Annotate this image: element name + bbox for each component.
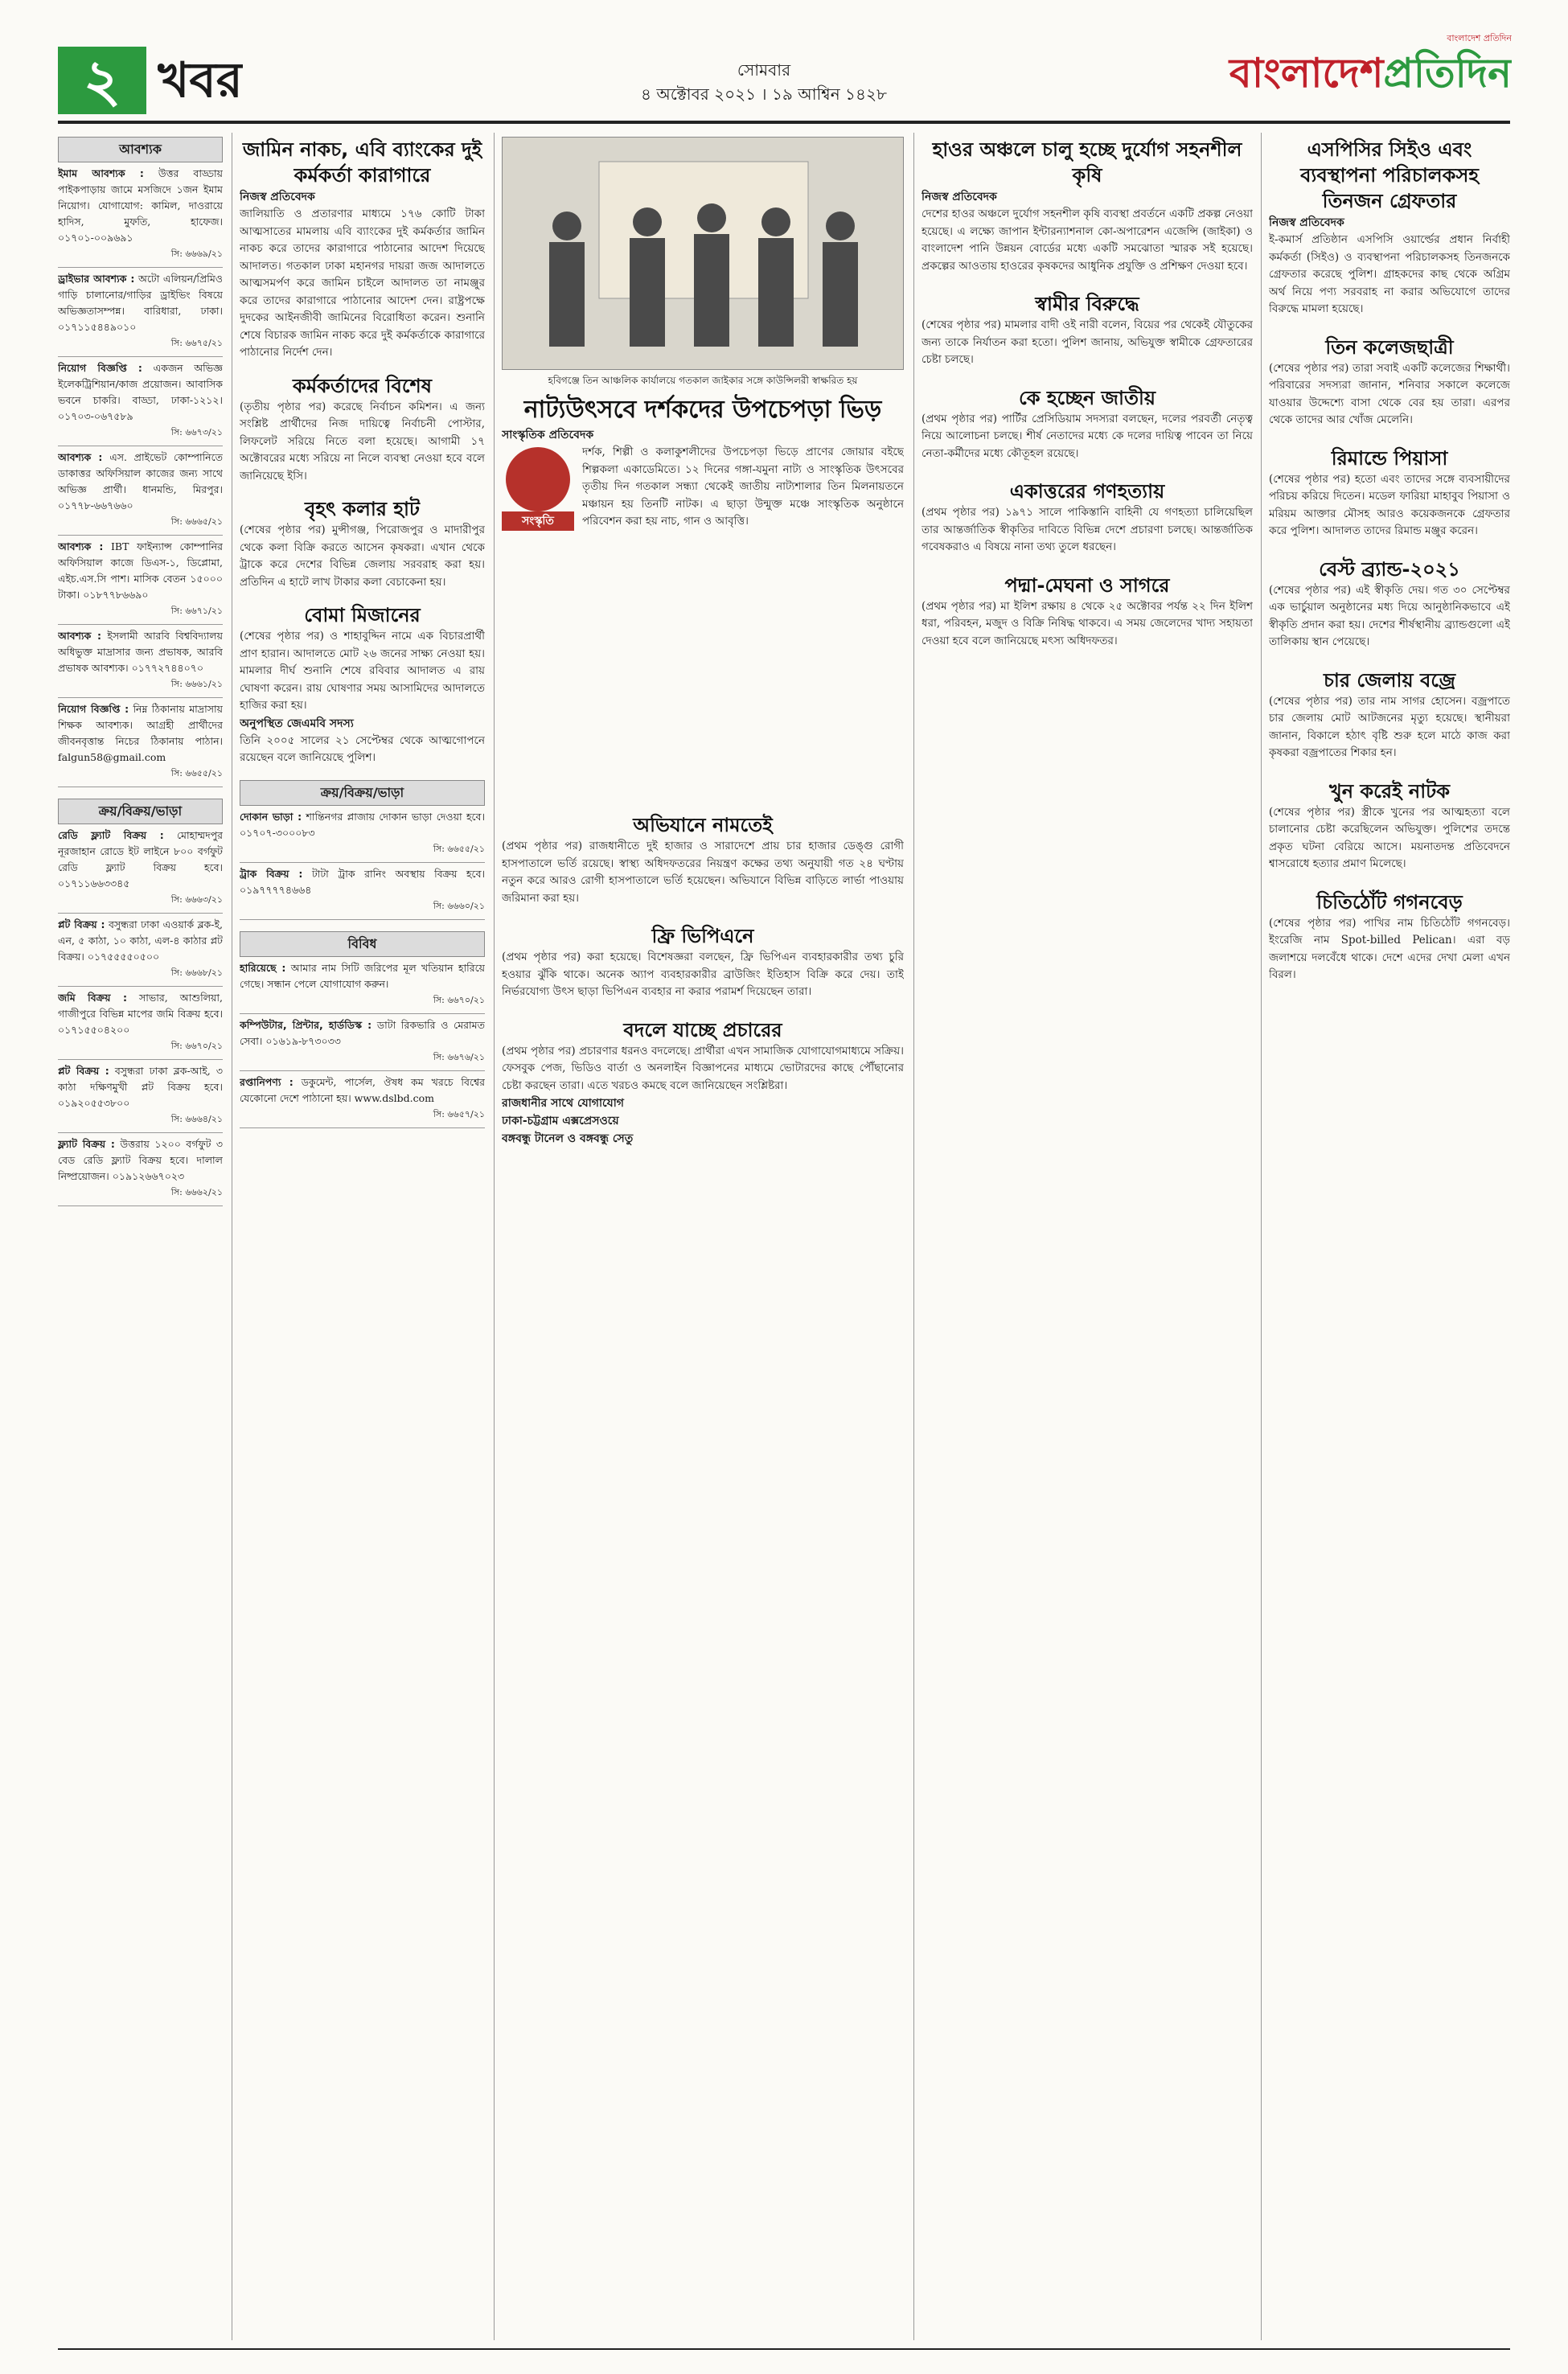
ad-text: একজন অভিজ্ঞ ইলেকট্রিশিয়ান/কাজ প্রয়োজন। আবাসিক ভবনে চাকরি। বাড্ডা, ঢাকা-১২১২। [58,362,223,406]
ad-code: সি: ৬৬৫৫/২১ [170,768,223,778]
story-natak [502,394,904,796]
headline-bajra[interactable]: চার জেলায় বজ্রে [1323,668,1456,692]
classified-ad [58,625,223,698]
ad-text: নিম্ন ঠিকানায় মাদ্রাসায় শিক্ষক আবশ্যক। আগ্রহী প্রার্থীদের জীবনবৃত্তান্ত নিচের ঠিকানায় পাঠান। [58,703,223,747]
classified-list-3 [240,806,485,920]
sanskriti-tag: সংস্কৃতি [502,511,574,531]
sanskriti-logo [502,447,574,531]
story-college-body: (শেষের পৃষ্ঠার পর) তারা সবাই একটি কলেজের শিক্ষার্থী। পরিবারের সদস্যরা জানান, শনিবার সকালে কলেজে যাওয়ার উদ্দেশ্যে বাসা থেকে বের হয় তারা। এরপর থেকে তাদের আর খোঁজ মেলেনি। [1269,361,1510,426]
classified-ad [58,1133,223,1206]
classified-ad [240,957,485,1014]
ad-text: মোহাম্মদপুর নূরজাহান রোডে ইট লাইনে ৮০০ বর্গফুট রেডি ফ্ল্যাট বিক্রয় হবে। [58,829,223,873]
ad-contact[interactable]: ০১৯২০৫৫৩৮০০ [58,1097,130,1109]
ad-text: বসুন্ধরা ঢাকা এওয়ার্ক ব্লক-ই, এন, ৫ কাঠা, ১০ কাঠা, এল-৪ কাঠার প্লট বিক্রয়। [58,918,223,963]
ad-title: হারিয়েছে : [240,961,286,974]
people-photo-illustration [503,138,904,370]
ad-code: সি: ৬৬৬৯/২১ [170,248,223,259]
headline-jamin[interactable]: জামিন নাকচ, এবি ব্যাংকের দুই কর্মকর্তা কারাগারে [242,138,482,187]
classified-ad [58,536,223,625]
ad-title: ফ্ল্যাট বিক্রয় : [58,1138,115,1150]
headline-natak[interactable]: নাট্যউৎসবে দর্শকদের উপচেপড়া ভিড় [523,396,882,424]
ad-contact[interactable]: ০১৭৭২৭৪৪০৭০ [131,662,203,674]
headline-remand[interactable]: রিমান্ডে পিয়াসা [1331,446,1448,470]
classified-ad [240,806,485,863]
classified-ad [58,987,223,1060]
story-employees-body: (তৃতীয় পৃষ্ঠার পর) করেছে নির্বাচন কমিশন। এ জন্য সংশ্লিষ্ট প্রার্থীদের নিজ দায়িত্বে নির্বাচনী পোস্টার, লিফলেট সরিয়ে নিতে বলা হয়েছে। আগামী ১৭ অক্টোবরের মধ্যে সরিয়ে না নিলে ব্যবস্থা নেওয়া হবে বলে জানিয়েছে ইসি। [240,400,485,483]
classified-heading: আবশ্যক [58,137,223,162]
ad-title: জমি বিক্রয় : [58,992,127,1004]
masthead[interactable] [1214,32,1512,113]
classified-ad [58,1060,223,1133]
ad-contact[interactable]: ০১৭০৭-৩০০০৮৩ [240,826,315,839]
weekday: সোমবার [737,60,791,80]
ad-code: সি: ৬৬৬৪/২১ [170,1114,223,1124]
classified-heading: বিবিধ [240,931,485,957]
classified-ad [240,1071,485,1128]
headline-haor[interactable]: হাওর অঞ্চলে চালু হচ্ছে দুর্যোগ সহনশীল কৃষি [932,138,1242,187]
ad-code: সি: ৬৬৬০/২১ [433,900,485,911]
headline-bomb[interactable]: বোমা মিজানের [304,604,421,626]
story-jatiyo-body: (প্রথম পৃষ্ঠার পর) পার্টির প্রেসিডিয়াম সদস্যরা বলছেন, দলের পরবর্তী নেতৃত্ব নিয়ে আলোচনা চলছে। শীর্ষ নেতাদের মধ্যে কে দলের দায়িত্ব পাবেন তা নিয়ে নেতা-কর্মীদের মধ্যে কৌতূহল রয়েছে। [922,412,1253,460]
headline-padma[interactable]: পদ্মা-মেঘনা ও সাগরে [1004,573,1170,597]
byline: নিজস্ব প্রতিবেদক [1269,216,1344,229]
ad-code: সি: ৬৬৬২/২১ [170,1187,223,1197]
column-2 [240,137,485,2340]
ad-contact[interactable]: ০১৭০৩-০৬৭৫৮৯ [58,410,133,422]
story-free-vpn-body: (প্রথম পৃষ্ঠার পর) করা হয়েছে। বিশেষজ্ঞরা বলছেন, ফ্রি ভিপিএন ব্যবহারকারীর তথ্য চুরি হওয়ার ঝুঁকি থাকে। অনেক অ্যাপ ব্যবহারকারীর ব্রাউজিং ইতিহাস বিক্রি করে দেয়। তাই নির্ভরযোগ্য উৎস ছাড়া ভিপিএন ব্যবহার না করার পরামর্শ দিয়েছেন তারা। [502,951,904,998]
classified-list-2 [58,824,223,1206]
masthead-accent: প্রতিদিন [1383,50,1512,97]
headline-sp[interactable]: এসপিসির সিইও এবং ব্যবস্থাপনা পরিচালকসহ তিনজন গ্রেফতার [1300,138,1479,212]
masthead-name [1214,45,1512,101]
center-stories [502,812,904,2332]
ad-title: নিয়োগ বিজ্ঞপ্তি : [58,703,129,715]
byline: নিজস্ব প্রতিবেদক [922,191,997,203]
story-bomb-body-2: তিনি ২০০৫ সালের ২১ সেপ্টেম্বর থেকে আত্মগোপনে রয়েছেন বলে জানিয়েছে পুলিশ। [240,733,485,764]
story-prochar-body: (প্রথম পৃষ্ঠার পর) প্রচারণার ধরনও বদলেছে। প্রার্থীরা এখন সামাজিক যোগাযোগমাধ্যমে সক্রিয়। ফেসবুক পেজ, ভিডিও বার্তা ও অনলাইন বিজ্ঞাপনের মাধ্যমে ভোটারদের কাছে পৌঁছানোর চেষ্টা করছেন তারা। এতে খরচও কমছে বলে জানিয়েছেন সংশ্লিষ্টরা। [502,1044,904,1092]
ad-title: আবশ্যক : [58,630,102,642]
ad-code: সি: ৬৬৬১/২১ [170,679,223,689]
story-bomb-body: (শেষের পৃষ্ঠার পর) ও শাহাবুদ্দিন নামে এক বিচারপ্রার্থী প্রাণ হারান। আদালতে মোট ২৬ জনের সাক্ষ্য নেওয়া হয়। মামলার দীর্ঘ শুনানি শেষে রবিবার আদালত এ রায় ঘোষণা করেন। রায় ঘোষণার সময় আসামিদের আদালতে হাজির করা হয়। [240,630,485,712]
classified-ad [58,446,223,536]
column-5 [1269,137,1510,2340]
column-rule [913,133,914,2340]
headline-college[interactable]: তিন কলেজছাত্রী [1325,335,1454,359]
ad-text: শান্তিনগর প্লাজায় দোকান ভাড়া দেওয়া হবে। [306,810,485,823]
ad-contact[interactable]: ০১৮৭৭৮৬৬৯০ [83,589,149,601]
ad-contact[interactable]: ০১৭৫৫৫৫০৫০০ [87,951,160,963]
ad-contact[interactable]: ০১৭১৫৫০৪২০০ [58,1024,130,1036]
footer-rule [58,2348,1510,2350]
headline-prochar[interactable]: বদলে যাচ্ছে প্রচারের [623,1018,782,1041]
classifieds-column [58,137,223,2340]
ad-title: দোকান ভাড়া : [240,810,302,823]
ad-code: সি: ৬৬৭০/২১ [170,1041,223,1051]
meeting-photo [502,137,904,370]
header-rule [58,121,1510,124]
ad-text: টাটা ট্রাক রানিং অবস্থায় বিক্রয় হবে। [311,867,485,880]
ad-title: প্লট বিক্রয় : [58,918,105,930]
ad-text: আমার নাম সিটি জরিপের মূল খতিয়ান হারিয়ে গেছে। সন্ধান পেলে যোগাযোগ করুন। [240,961,485,990]
classified-list-4 [240,957,485,1128]
classified-list-1 [58,162,223,787]
ad-contact[interactable]: falgun58@gmail.com [58,751,166,763]
ad-code: সি: ৬৬৬৫/২১ [170,516,223,527]
ad-code: সি: ৬৬৭৩/২১ [170,427,223,437]
ad-text: বসুন্ধরা ঢাকা ব্লক-আই, ৩ কাঠা দক্ষিণমুখী প্লট বিক্রয় হবে। [58,1065,223,1093]
ad-contact[interactable]: ০১৭০১-০০৯৬৯১ [58,232,133,244]
story-remand-body: (শেষের পৃষ্ঠার পর) হতো এবং তাদের সঙ্গে ব্যবসায়ীদের পরিচয় করিয়ে দিতেন। মডেল ফারিয়া মাহাবুব পিয়াসা ও মরিয়ম আক্তার মৌসহ আরও কয়েকজনকে গ্রেফতার করে পুলিশ। আদালত তাদের রিমান্ড মঞ্জুর করেন। [1269,472,1510,537]
ad-title: রপ্তানিপণ্য : [240,1075,293,1088]
headline-ekattor[interactable]: একাত্তরের গণহত্যায় [1009,480,1165,503]
byline: নিজস্ব প্রতিবেদক [240,191,315,203]
headline-free-vpn[interactable]: ফ্রি ভিপিএনে [651,925,754,947]
headline-brand[interactable]: বেস্ট ব্র্যান্ড-২০২১ [1319,557,1460,581]
story-chitithoti-body: (শেষের পৃষ্ঠার পর) পাখির নাম চিতিঠোঁট গগনবেড়। ইংরেজি নাম Spot-billed Pelican। এরা বড় জলাশয়ে দলবেঁধে থাকে। দেশে এদের দেখা মেলা এখন বিরল। [1269,916,1510,981]
prochar-subhead: বঙ্গবন্ধু টানেল ও বঙ্গবন্ধু সেতু [502,1132,634,1145]
story-ekattor-body: (প্রথম পৃষ্ঠার পর) ১৯৭১ সালে পাকিস্তানি বাহিনী যে গণহত্যা চালিয়েছিল তার আন্তর্জাতিক স্বীকৃতির দাবিতে বিভিন্ন দেশে প্রচারণা চলছে। আন্তর্জাতিক গবেষকরাও এ বিষয়ে নানা তথ্য তুলে ধরছেন। [922,506,1253,553]
ad-code: সি: ৬৬৭০/২১ [433,994,485,1005]
dateline [482,58,1045,106]
classified-ad [240,863,485,920]
masthead-main: বাংলাদেশ [1229,50,1384,97]
ad-contact[interactable]: ০১৯৭৭৭৭৪৬৬৪ [240,883,312,896]
story-abhijan-body: (প্রথম পৃষ্ঠার পর) রাজধানীতে দুই হাজার ও সারাদেশে প্রায় চার হাজার ডেঙ্গু রোগী হাসপাতালে ভর্তি রয়েছে। স্বাস্থ্য অধিদফতরের নিয়ন্ত্রণ কক্ষের তথ্য অনুযায়ী গত ২৪ ঘণ্টায় নতুন করে আরও রোগী হাসপাতালে ভর্তি হয়েছেন। অভিযানে বিভিন্ন বাড়িতে লার্ভা পাওয়ায় জরিমানা করা হয়। [502,840,904,905]
ad-text: অটো এলিয়ন/প্রিমিও গাড়ি চালানোর/গাড়ির ড্রাইভিং বিষয়ে অভিজ্ঞতাসম্পন্ন। বারিধারা, ঢাকা। [58,273,223,317]
story-banana-body: (শেষের পৃষ্ঠার পর) মুন্সীগঞ্জ, পিরোজপুর ও মাদারীপুর থেকে কলা বিক্রি করতে আসেন কৃষকরা। এখান থেকে ট্রাকে করে দেশের বিভিন্ন জেলায় সরবরাহ করা হয়। প্রতিদিন এ হাটে লাখ টাকার কলা বেচাকেনা হয়। [240,524,485,589]
ad-contact[interactable]: ০১৯১২৬৬৭০২৩ [112,1170,185,1182]
prochar-subhead: রাজধানীর সাথে যোগাযোগ [502,1097,624,1110]
ad-code: সি: ৬৬৬৩/২১ [170,894,223,905]
story-brand-body: (শেষের পৃষ্ঠার পর) এই স্বীকৃতি দেয়। গত ৩০ সেপ্টেম্বর এক ভার্চুয়াল অনুষ্ঠানের মধ্য দিয়ে আনুষ্ঠানিকভাবে এই স্বীকৃতি প্রদান করা হয়। দেশের শীর্ষস্থানীয় ব্র্যান্ডগুলো এই তালিকায় স্থান পেয়েছে। [1269,583,1510,648]
ad-code: সি: ৬৬৫৭/২১ [433,1108,485,1119]
ad-title: কম্পিউটার, প্রিন্টার, হার্ডডিস্ক : [240,1018,372,1031]
ad-code: সি: ৬৬৭১/২১ [170,606,223,616]
classified-ad [58,268,223,357]
ad-contact[interactable]: ০১৭৭৮-৬৬৭৬৬০ [58,499,133,511]
ad-title: ড্রাইভার আবশ্যক : [58,273,135,285]
ad-text: এস. প্রাইভেট কোম্পানিতে ডাকাত্তর অফিসিয়াল কাজের জন্য সাথে অভিজ্ঞ প্রার্থী। ধানমন্ডি, মিরপুর। [58,451,223,495]
classified-heading: ক্রয়/বিক্রয়/ভাড়া [58,799,223,824]
ad-code: সি: ৬৬৬৮/২১ [170,967,223,978]
classified-heading: ক্রয়/বিক্রয়/ভাড়া [240,780,485,806]
story-khun-body: (শেষের পৃষ্ঠার পর) স্ত্রীকে খুনের পর আত্মহত্যা বলে চালানোর চেষ্টা করেছিলেন অভিযুক্ত। পুলিশের তদন্তে প্রকৃত ঘটনা বেরিয়ে আসে। ময়নাতদন্ত প্রতিবেদনে শ্বাসরোধে হত্যার প্রমাণ মিলেছে। [1269,805,1510,870]
section-title: খবর [158,52,243,109]
page-number: ২ [58,47,146,114]
story-natak-body: দর্শক, শিল্পী ও কলাকুশলীদের উপচেপড়া ভিড়ে প্রাণের জোয়ার বইছে শিল্পকলা একাডেমিতে। ১২ দিনের গঙ্গা-যমুনা নাট্য ও সাংস্কৃতিক উৎসবের তৃতীয় দিন গতকাল সন্ধ্যা থেকেই জাতীয় নাট্যশালার তিন মিলনায়তনে মঞ্চায়ন হয় তিনটি নাটক। এ ছাড়া উন্মুক্ত মঞ্চে সাংস্কৃতিক অনুষ্ঠানে পরিবেশন করা হয় নাচ, গান ও আবৃত্তি। [582,446,904,528]
story-sp-body: ই-কমার্স প্রতিষ্ঠান এসপিসি ওয়ার্ল্ডের প্রধান নির্বাহী কর্মকর্তা (সিইও) ও ব্যবস্থাপনা পরিচালকসহ তিনজনকে গ্রেফতার করেছে পুলিশ। গ্রাহকদের কাছ থেকে অগ্রিম অর্থ নিয়ে পণ্য সরবরাহ না করার অভিযোগে তাদের বিরুদ্ধে মামলা হয়েছে। [1269,233,1510,315]
byline: সাংস্কৃতিক প্রতিবেদক [502,429,594,442]
story-bomb-subhead: অনুপস্থিত জেএমবি সদস্য [240,717,354,730]
ad-title: প্লট বিক্রয় : [58,1065,109,1077]
classified-ad [58,162,223,268]
story-haor-body: দেশের হাওর অঞ্চলে দুর্যোগ সহনশীল কৃষি ব্যবস্থা প্রবর্তনে একটি প্রকল্প নেওয়া হয়েছে। এ লক্ষ্যে জাপান ইন্টারন্যাশনাল কো-অপারেশন এজেন্সি (জাইকা) ও বাংলাদেশ পানি উন্নয়ন বোর্ডের মধ্যে একটি সমঝোতা স্মারক সই হয়েছে। প্রকল্পের আওতায় হাওরের কৃষকদের আধুনিক প্রযুক্তি ও প্রশিক্ষণ দেওয়া হবে। [922,207,1253,273]
ad-title: নিয়োগ বিজ্ঞপ্তি : [58,362,142,374]
classified-ad [58,357,223,446]
classified-ad [58,824,223,914]
date: ৪ অক্টোবর ২০২১ । ১৯ আশ্বিন ১৪২৮ [641,84,887,104]
ad-contact[interactable]: ০১৬১৯-৮৭৩০৩৩ [265,1034,341,1047]
classified-ad [58,914,223,987]
column-rule [494,133,495,2340]
ad-text: IBT ফাইন্যান্স কোম্পানির অফিসিয়াল কাজে ডিএস-১, ডিপ্লোমা, এইচ.এস.সি পাশ। মাসিক বেতন ১৫০০০ টাকা। [58,540,223,601]
ad-contact[interactable]: ০১৭১১৫৪৪৯০১০ [58,321,137,333]
headline-jatiyo[interactable]: কে হচ্ছেন জাতীয় [1019,386,1155,409]
ad-text: উত্তর বাড্ডায় পাইকপাড়ায় জামে মসজিদে ১জন ইমাম নিয়োগ। যোগাযোগ: কামিল, দাওরায়ে হাদিস, মুফতি, হাফেজ। [58,167,223,228]
ad-text: সাভার, আশুলিয়া, গাজীপুরে বিভিন্ন মাপের জমি বিক্রয় হবে। [58,992,223,1020]
ad-title: আবশ্যক : [58,540,104,552]
ad-title: ট্রাক বিক্রয় : [240,867,303,880]
sanskriti-emblem-icon [506,447,570,511]
ad-contact[interactable]: ০১৭১১৬৬৩৩৪৫ [58,877,130,889]
story-jamin-body: জালিয়াতি ও প্রতারণার মাধ্যমে ১৭৬ কোটি টাকা আত্মসাতের মামলায় এবি ব্যাংকের দুই কর্মকর্তার জামিন নাকচ করে তাদের কারাগারে পাঠানোর আদেশ দিয়েছে আদালত। গতকাল ঢাকা মহানগর দায়রা জজ আদালতে আত্মসমর্পণ করে জামিন চাইলে আদালত তা নামঞ্জুর করে তাদের কারাগারে পাঠানোর আদেশ দেন। রাষ্ট্রপক্ষে দুদকের আইনজীবী জামিনের বিরোধিতা করেন। শুনানি শেষে বিচারক জামিন নাকচ করে দুই কর্মকর্তাকে কারাগারে পাঠানোর নির্দেশ দেন। [240,207,485,359]
headline-khun[interactable]: খুন করেই নাটক [1328,779,1451,803]
ad-text: উত্তরায় ১২০০ বর্গফুট ৩ বেড রেডি ফ্ল্যাট বিক্রয় হবে। দালাল নিষ্প্রয়োজন। [58,1138,223,1182]
headline-employees[interactable]: কর্মকর্তাদের বিশেষ [293,374,432,397]
ad-title: আবশ্যক : [58,451,103,463]
headline-abhijan[interactable]: অভিযানে নামতেই [633,814,773,836]
headline-chitithoti[interactable]: চিতিঠোঁট গগনবেড় [1316,890,1463,914]
ad-contact[interactable]: www.dslbd.com [354,1091,435,1104]
ad-title: রেডি ফ্ল্যাট বিক্রয় : [58,829,164,841]
ad-text: ডাটা রিকভারি ও মেরামত সেবা। [240,1018,485,1047]
column-rule [1261,133,1262,2340]
headline-swami[interactable]: স্বামীর বিরুদ্ধে [1035,293,1139,315]
classified-ad [240,1014,485,1071]
photo-caption: হবিগঞ্জে তিন আঞ্চলিক কার্যালয়ে গতকাল জাইকার সঙ্গে কাউন্সিলরী স্বাক্ষরিত হয় [548,375,858,386]
ad-text: ইসলামী আরবি বিশ্ববিদ্যালয় অধিভুক্ত মাদ্রাসার জন্য প্রভাষক, আরবি প্রভাষক আবশ্যক। [58,630,223,674]
ad-code: সি: ৬৬৭৬/২১ [433,1051,485,1062]
ad-text: ডকুমেন্ট, পার্সেল, ঔষধ কম খরচে বিশ্বের যেকোনো দেশে পাঠানো হয়। [240,1075,485,1104]
classified-ad [58,698,223,787]
column-4 [922,137,1253,2340]
ad-title: ইমাম আবশ্যক : [58,167,144,179]
ad-code: সি: ৬৬৫৫/২১ [433,843,485,854]
prochar-subhead: ঢাকা-চট্টগ্রাম এক্সপ্রেসওয়ে [502,1115,619,1127]
masthead-tag: বাংলাদেশ প্রতিদিন [1447,33,1512,43]
ad-code: সি: ৬৬৭৫/২১ [170,338,223,348]
story-bajra-body: (শেষের পৃষ্ঠার পর) তার নাম সাগর হোসেন। বজ্রপাতে চার জেলায় মোট আটজনের মৃত্যু হয়েছে। স্থানীয়রা জানান, বিকালে হঠাৎ বৃষ্টি শুরু হলে মাঠে কাজ করা কৃষকরা বজ্রপাতের শিকার হন। [1269,694,1510,759]
headline-banana[interactable]: বৃহৎ কলার হাট [305,498,420,520]
story-swami-body: (শেষের পৃষ্ঠার পর) মামলার বাদী ওই নারী বলেন, বিয়ের পর থেকেই যৌতুকের জন্য তাকে নির্যাতন করা হতো। পুলিশ জানায়, অভিযুক্ত স্বামীকে গ্রেফতারের চেষ্টা চলছে। [922,318,1253,366]
story-padma-body: (প্রথম পৃষ্ঠার পর) মা ইলিশ রক্ষায় ৪ থেকে ২৫ অক্টোবর পর্যন্ত ২২ দিন ইলিশ ধরা, পরিবহন, মজুদ ও বিক্রি নিষিদ্ধ থাকবে। এ সময় জেলেদের খাদ্য সহায়তা দেওয়া হবে বলে জানিয়েছে মৎস্য অধিদফতর। [922,599,1253,647]
